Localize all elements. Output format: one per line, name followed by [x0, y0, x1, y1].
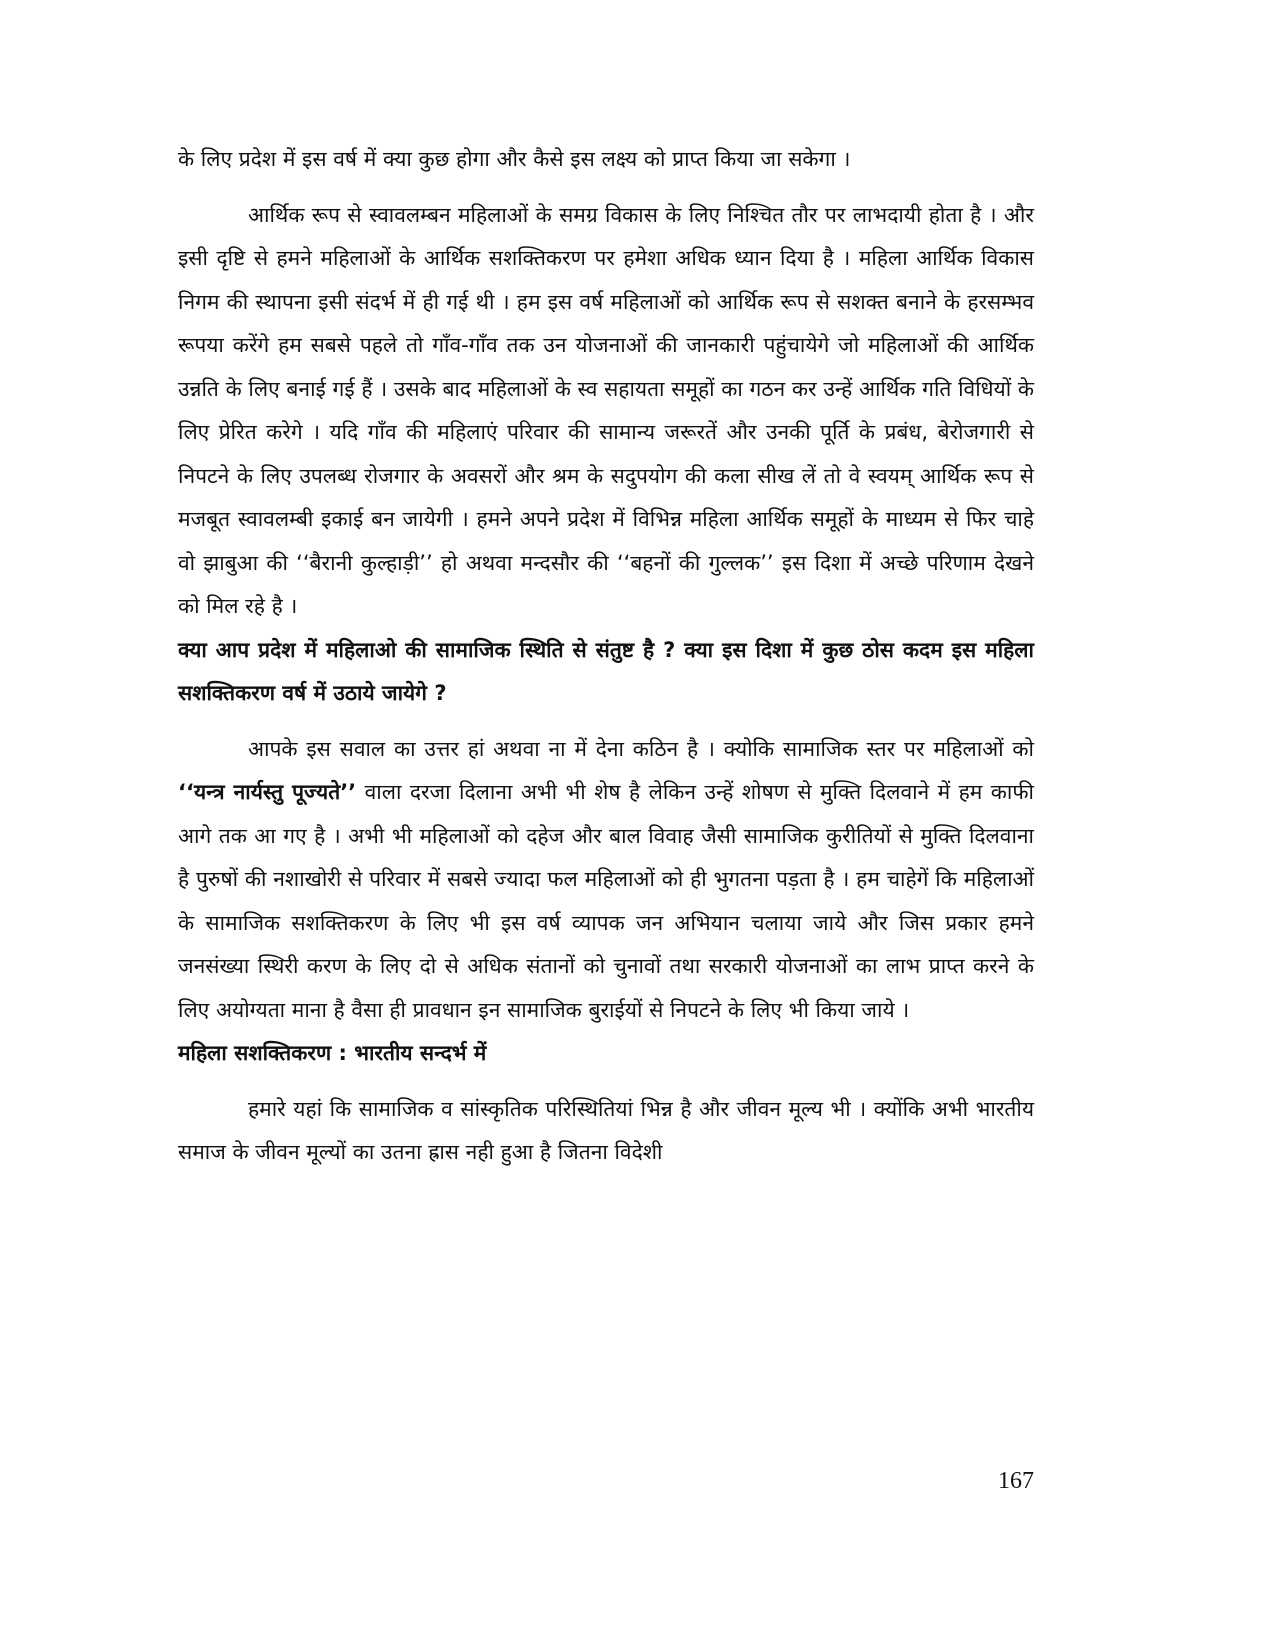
paragraph-continuation: के लिए प्रदेश में इस वर्ष में क्या कुछ होगा और कैसे इस लक्ष्य को प्राप्त किया जा सकेगा । [178, 147, 851, 171]
paragraph-social-status-text-1: आपके इस सवाल का उत्तर हां अथवा ना में देना कठिन है । क्योकि सामाजिक स्तर पर महिलाओं को [248, 736, 1034, 761]
quote-emphasis: ‘‘यन्त्र नार्यस्तु पूज्यते’’ [178, 780, 357, 804]
page-body [178, 138, 1034, 1175]
paragraph-economic-empowerment: आर्थिक रूप से स्वावलम्बन महिलाओं के समग्र विकास के लिए निश्चित तौर पर लाभदायी होता है । और इसी दृष्टि से हमने महिलाओं के आर्थिक सशक्तिकरण पर हमेशा अधिक ध्यान दिया है । महिला आर्थिक विकास निगम की स्थापना इसी संदर्भ में ही गई थी । हम इस वर्ष महिलाओं को आर्थिक रूप से सशक्त बनाने के हरसम्भव रूपया करेंगे हम सबसे पहले तो गाँव-गाँव तक उन योजनाओं की जानकारी पहुंचायेगे जो महिलाओं की आर्थिक उन्नति के लिए बनाई गई हैं । उसके बाद महिलाओं के स्व सहायता समूहों का गठन कर उन्हें आर्थिक गति विधियों के लिए प्रेरित करेगे । यदि गाँव की महिलाएं परिवार की सामान्य जरूरतें और उनकी पूर्ति के प्रबंध, बेरोजगारी से निपटने के लिए उपलब्ध रोजगार के अवसरों और श्रम के सदुपयोग की कला सीख लें तो वे स्वयम् आर्थिक रूप से मजबूत स्वावलम्बी इकाई बन जायेगी । हमने अपने प्रदेश में विभिन्न महिला आर्थिक समूहों के माध्यम से फिर चाहे वो झाबुआ की ‘‘बैरानी कुल्हाड़ी’’ हो अथवा मन्दसौर की ‘‘बहनों की गुल्लक’’ इस दिशा में अच्छे परिणाम देखने को मिल रहे है । [178, 202, 1034, 618]
paragraph-social-status-text-2: वाला दरजा दिलाना अभी भी शेष है लेकिन उन्हें शोषण से मुक्ति दिलवाने में हम काफी आगे तक आ गए है । अभी भी महिलाओं को दहेज और बाल विवाह जैसी सामाजिक कुरीतियों से मुक्ति दिलवाना है पुरुषों की नशाखोरी से परिवार में सबसे ज्यादा फल महिलाओं को ही भुगतना पड़ता है । हम चाहेगें कि महिलाओं के सामाजिक सशक्तिकरण के लिए भी इस वर्ष व्यापक जन अभियान चलाया जाये और जिस प्रकार हमने जनसंख्या स्थिरी करण के लिए दो से अधिक संतानों को चुनावों तथा सरकारी योजनाओं का लाभ प्राप्त करने के लिए अयोग्यता माना है वैसा ही प्रावधान इन सामाजिक बुराईयों से निपटने के लिए भी किया जाये । [178, 780, 1034, 1022]
paragraph-indian-context: हमारे यहां कि सामाजिक व सांस्कृतिक परिस्थितियां भिन्न है और जीवन मूल्य भी । क्योंकि अभी भारतीय समाज के जीवन मूल्यों का उतना ह्रास नही हुआ है जितना विदेशी [178, 1096, 1034, 1164]
section-heading: महिला सशक्तिकरण : भारतीय सन्दर्भ में [178, 1041, 487, 1065]
paragraph-social-status [178, 728, 1034, 1033]
page-number: 167 [998, 1468, 1034, 1494]
question-heading: क्या आप प्रदेश में महिलाओ की सामाजिक स्थिति से संतुष्ट है ? क्या इस दिशा में कुछ ठोस कदम इस महिला सशक्तिकरण वर्ष में उठाये जायेगे ? [178, 637, 1034, 705]
